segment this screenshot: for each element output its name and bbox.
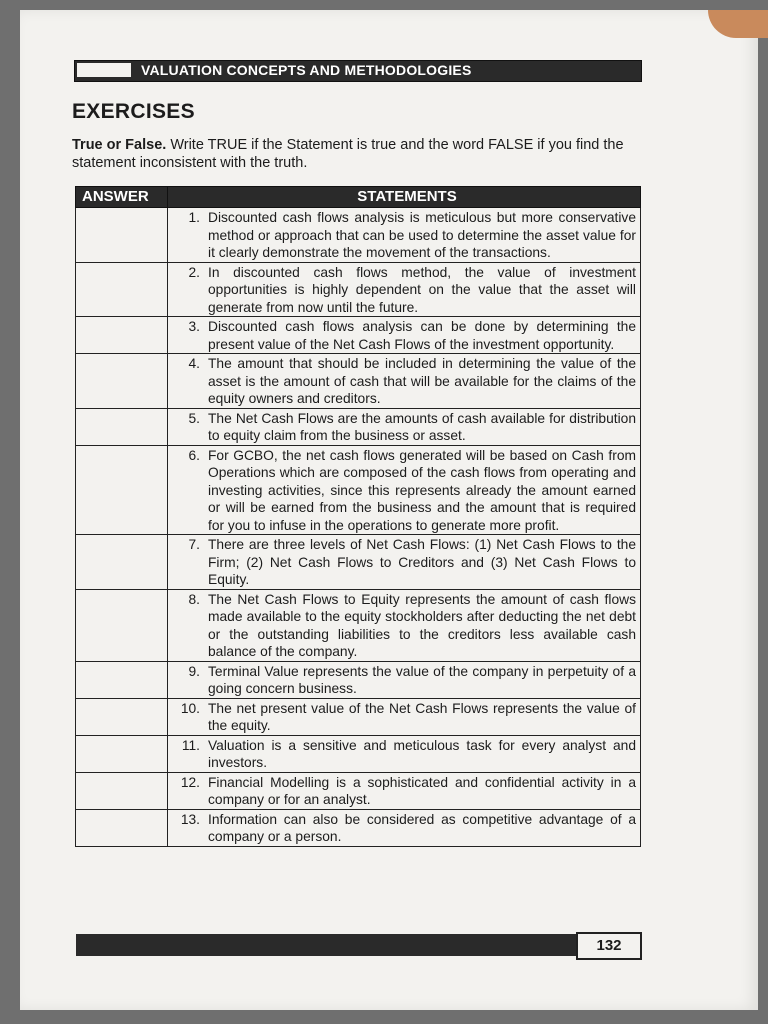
statement-number: 7. (188, 537, 200, 552)
answer-cell[interactable] (76, 735, 168, 772)
section-heading: EXERCISES (72, 100, 195, 123)
answer-cell[interactable] (76, 535, 168, 590)
statement-text: For GCBO, the net cash flows generated will be based on Cash from Operations which are composed of the cash flows from operating and investing activities, since this represents already the amount earned or will be earned from the business and the amount that is required for you to infuse in the operations to generate more profit. (208, 447, 636, 533)
statement-cell (168, 735, 641, 772)
chapter-title: VALUATION CONCEPTS AND METHODOLOGIES (141, 62, 472, 78)
statement-number: 11. (181, 737, 200, 753)
statement-cell (168, 262, 641, 317)
statement-cell (168, 317, 641, 354)
statement-text: Valuation is a sensitive and meticulous task for every analyst and investors. (208, 737, 636, 770)
statement-text: The Net Cash Flows to Equity represents the amount of cash flows made available to the equity stockholders after deducting the net debt or the outstanding liabilities to the creditors less available cash balance of the company. (208, 591, 636, 659)
header-tab-box (77, 63, 131, 77)
table-row (76, 589, 641, 661)
statement-cell (168, 772, 641, 809)
answer-cell[interactable] (76, 354, 168, 409)
statement-number: 6. (188, 447, 200, 463)
table-row (76, 354, 641, 409)
answer-cell[interactable] (76, 445, 168, 535)
statement-number: 8. (188, 591, 200, 607)
statement-number: 1. (188, 210, 200, 225)
table-row (76, 735, 641, 772)
statement-text: Terminal Value represents the value of the company in perpetuity of a going concern business. (208, 663, 636, 696)
page-number: 132 (576, 932, 642, 960)
statement-text: The amount that should be included in determining the value of the asset is the amount of cash that will be available for the claims of the equity owners and creditors. (208, 356, 636, 406)
table-row (76, 772, 641, 809)
statement-number: 10. (180, 700, 200, 716)
statement-text: Financial Modelling is a sophisticated and confidential activity in a company or for an analyst. (208, 774, 636, 807)
chapter-header-bar (74, 60, 642, 82)
footer-bar (76, 934, 576, 956)
statement-text: The Net Cash Flows are the amounts of cash available for distribution to equity claim from the business or asset. (208, 410, 636, 443)
table-row (76, 262, 641, 317)
answer-cell[interactable] (76, 408, 168, 445)
answer-cell[interactable] (76, 262, 168, 317)
statements-column-header: STATEMENTS (168, 187, 641, 208)
instructions-lead: True or False. (72, 137, 167, 153)
statement-cell (168, 589, 641, 661)
answer-cell[interactable] (76, 661, 168, 698)
statement-number: 4. (188, 356, 200, 371)
statement-text: Discounted cash flows analysis is meticulous but more conservative method or approach that can be used to determine the asset value for it clearly demonstrate the movement of the transactions. (208, 210, 636, 260)
statement-text: In discounted cash flows method, the value of investment opportunities is highly dependent on the value that the asset will generate from now until the future. (208, 264, 636, 315)
statement-number: 13. (180, 811, 200, 827)
statement-text: There are three levels of Net Cash Flows: (1) Net Cash Flows to the Firm; (2) Net Cash Flows to Creditors and (3) Net Cash Flows to Equity. (208, 537, 636, 587)
statement-text: The net present value of the Net Cash Flows represents the value of the equity. (208, 700, 636, 733)
answer-cell[interactable] (76, 208, 168, 263)
statement-cell (168, 535, 641, 590)
statement-text: Information can also be considered as competitive advantage of a company or a person. (208, 811, 636, 844)
exercise-table (75, 186, 641, 847)
answer-cell[interactable] (76, 589, 168, 661)
statement-number: 2. (188, 264, 200, 280)
statement-cell (168, 354, 641, 409)
table-row (76, 317, 641, 354)
statement-cell (168, 208, 641, 263)
answer-cell[interactable] (76, 809, 168, 846)
table-row (76, 535, 641, 590)
statement-cell (168, 408, 641, 445)
statement-number: 5. (188, 410, 200, 426)
table-row (76, 698, 641, 735)
statement-number: 9. (188, 663, 200, 679)
table-row (76, 208, 641, 263)
document-page (20, 10, 758, 1010)
table-row (76, 445, 641, 535)
instructions (72, 136, 642, 172)
table-row (76, 809, 641, 846)
statement-number: 3. (188, 319, 200, 334)
answer-cell[interactable] (76, 317, 168, 354)
table-row (76, 408, 641, 445)
statement-number: 12. (180, 774, 200, 790)
statement-text: Discounted cash flows analysis can be done by determining the present value of the Net Cash Flows of the investment opportunity. (208, 319, 636, 352)
answer-column-header: ANSWER (76, 187, 168, 208)
answer-cell[interactable] (76, 698, 168, 735)
instructions-text: Write TRUE if the Statement is true and the word FALSE if you find the statement inconsistent with the truth. (72, 137, 624, 171)
answer-cell[interactable] (76, 772, 168, 809)
table-row (76, 661, 641, 698)
statement-cell (168, 809, 641, 846)
statement-cell (168, 661, 641, 698)
statement-cell (168, 445, 641, 535)
statement-cell (168, 698, 641, 735)
